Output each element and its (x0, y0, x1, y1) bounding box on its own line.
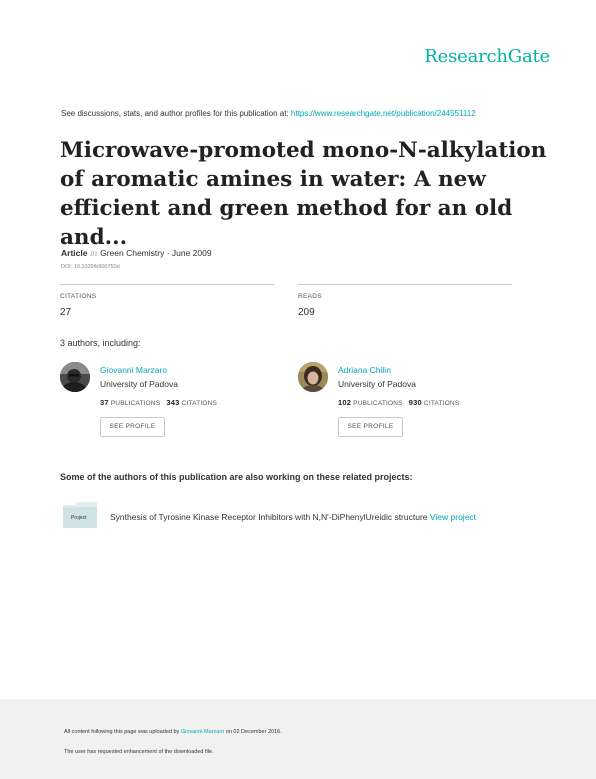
publication-type: Article (61, 248, 88, 258)
citations-value: 27 (60, 307, 72, 318)
in-label: in (90, 248, 98, 258)
reads-stat (298, 284, 512, 318)
publications-count: 37 (100, 398, 109, 407)
see-profile-button[interactable]: SEE PROFILE (338, 417, 403, 437)
upload-note (64, 729, 282, 735)
publication-url-link[interactable]: https://www.researchgate.net/publication/244551112 (290, 109, 476, 118)
citations-label: CITATIONS (423, 400, 460, 407)
projects-heading: Some of the authors of this publication are also working on these related projects: (60, 472, 413, 482)
enhancement-note: The user has requested enhancement of the downloaded file. (64, 749, 214, 755)
uploader-link[interactable]: Giovanni Marzaro (180, 729, 225, 735)
citations-count: 343 (166, 398, 180, 407)
citations-label: CITATIONS (181, 400, 218, 407)
journal-info: Green Chemistry · June 2009 (100, 248, 212, 258)
doi: DOI: 10.1039/b900750d (61, 264, 120, 270)
author-name-link[interactable]: Giovanni Marzaro (100, 365, 168, 375)
author-photo-icon (298, 362, 328, 392)
upload-suffix: on 02 December 2016. (225, 729, 282, 735)
publications-label: PUBLICATIONS (110, 400, 161, 407)
avatar[interactable] (298, 362, 328, 392)
citations-stat (60, 284, 274, 318)
discussion-text: See discussions, stats, and author profiles for this publication at: (61, 109, 289, 118)
publications-count: 102 (338, 398, 352, 407)
author-photo-icon (60, 362, 90, 392)
project-folder-icon[interactable] (63, 502, 97, 528)
footer (0, 699, 596, 779)
authors-heading: 3 authors, including: (60, 338, 141, 348)
author-institution: University of Padova (100, 379, 178, 389)
see-profile-button[interactable]: SEE PROFILE (100, 417, 165, 437)
project-title: Synthesis of Tyrosine Kinase Receptor Inhibitors with N,N'-DiPhenylUreidic structure (110, 512, 428, 522)
author-name-link[interactable]: Adriana Chilin (338, 365, 391, 375)
citations-label: CITATIONS (60, 293, 97, 300)
project-text (110, 512, 476, 522)
author-stats (100, 398, 217, 407)
publication-meta (61, 248, 212, 258)
avatar[interactable] (60, 362, 90, 392)
reads-value: 209 (298, 307, 315, 318)
upload-prefix: All content following this page was uploaded by (64, 729, 180, 735)
project-item (63, 502, 543, 528)
citations-count: 930 (408, 398, 422, 407)
publications-label: PUBLICATIONS (353, 400, 403, 407)
discussion-line (61, 109, 476, 118)
author-stats (338, 398, 459, 407)
author-institution: University of Padova (338, 379, 416, 389)
reads-label: READS (298, 293, 322, 300)
project-icon-label: Project (71, 515, 87, 521)
researchgate-logo[interactable]: ResearchGate (424, 46, 550, 67)
publication-title: Microwave-promoted mono-N-alkylation of aromatic amines in water: A new efficient and green method for an old and... (60, 138, 547, 250)
view-project-link[interactable]: View project (429, 512, 477, 522)
